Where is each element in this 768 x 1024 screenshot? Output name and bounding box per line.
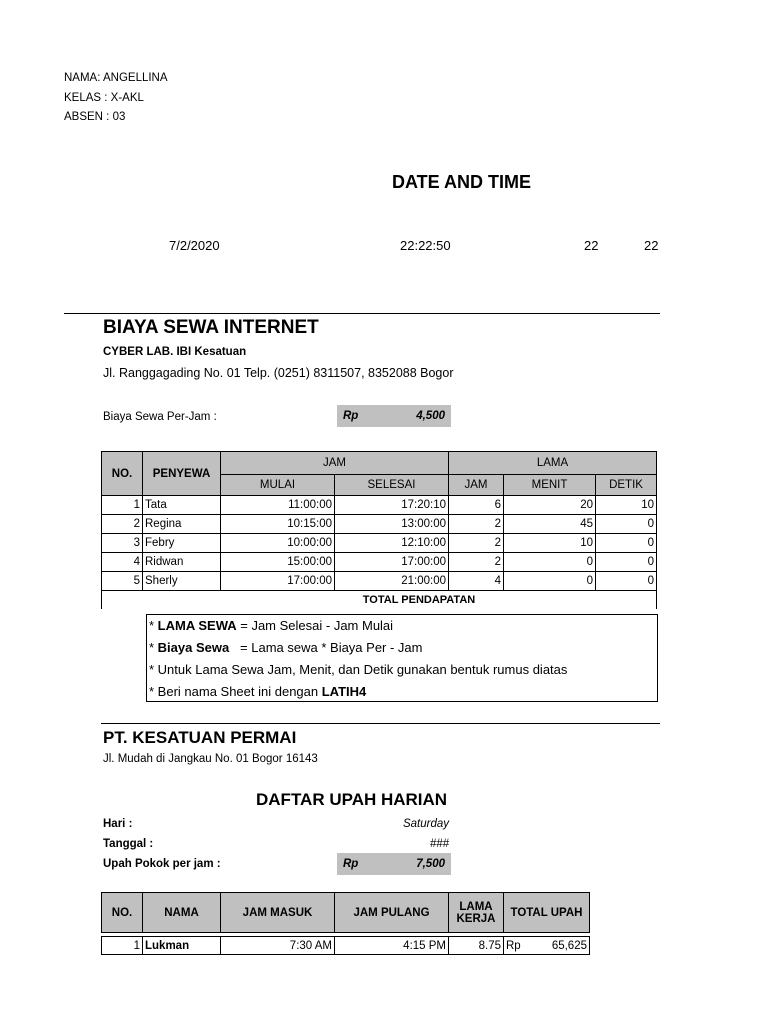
col-lama-group: LAMA (449, 452, 657, 475)
col-menit: MENIT (504, 475, 596, 496)
row-detik: 0 (596, 515, 657, 534)
company-address: Jl. Ranggagading No. 01 Telp. (0251) 8311507, 8352088 Bogor (103, 366, 454, 380)
notes-box (146, 614, 658, 702)
row-selesai: 17:00:00 (335, 553, 449, 572)
table-row (102, 496, 657, 515)
row-mulai: 15:00:00 (221, 553, 335, 572)
row-lama: 8.75 (449, 937, 504, 955)
hari-value: Saturday (402, 818, 449, 830)
table-row (102, 572, 657, 591)
col-nama: NAMA (143, 893, 221, 933)
col-selesai: SELESAI (335, 475, 449, 496)
row-selesai: 13:00:00 (335, 515, 449, 534)
upah-address: Jl. Mudah di Jangkau No. 01 Bogor 16143 (103, 753, 318, 765)
row-menit: 10 (504, 534, 596, 553)
hour-value: 22 (584, 238, 599, 253)
datetime-title: DATE AND TIME (392, 172, 531, 192)
time-value: 22:22:50 (400, 238, 451, 253)
row-no: 2 (102, 515, 143, 534)
row-mulai: 11:00:00 (221, 496, 335, 515)
section-divider (64, 313, 660, 314)
note-2: * Biaya Sewa = Lama sewa * Biaya Per - Jam (149, 640, 423, 655)
row-name: Sherly (143, 572, 221, 591)
upah-company: PT. KESATUAN PERMAI (103, 728, 297, 747)
table-row (102, 515, 657, 534)
row-name: Lukman (143, 937, 221, 955)
hari-label: Hari : (103, 818, 133, 830)
col-total-upah: TOTAL UPAH (504, 893, 590, 933)
row-pulang: 4:15 PM (335, 937, 449, 955)
row-no: 3 (102, 534, 143, 553)
row-jam: 4 (449, 572, 504, 591)
note-4: * Beri nama Sheet ini dengan LATIH4 (149, 684, 367, 699)
row-no: 1 (102, 937, 143, 955)
row-total-value: 65,625 (551, 939, 587, 952)
pokok-currency: Rp (343, 858, 359, 870)
tanggal-label: Tanggal : (103, 838, 154, 850)
row-mulai: 10:15:00 (221, 515, 335, 534)
row-jam: 6 (449, 496, 504, 515)
table-row (102, 937, 590, 955)
note-1: * LAMA SEWA = Jam Selesai - Jam Mulai (149, 618, 394, 633)
rate-currency: Rp (343, 410, 359, 422)
student-absen: ABSEN : 03 (64, 111, 126, 123)
pokok-value: 7,500 (416, 858, 445, 870)
date-value: 7/2/2020 (169, 238, 220, 253)
col-lama-jam: JAM (449, 475, 504, 496)
col-no: NO. (102, 452, 143, 496)
row-detik: 0 (596, 534, 657, 553)
col-jam-group: JAM (221, 452, 449, 475)
row-no: 4 (102, 553, 143, 572)
row-menit: 45 (504, 515, 596, 534)
pokok-label: Upah Pokok per jam : (103, 858, 221, 870)
minute-value: 22 (644, 238, 659, 253)
table-row (102, 553, 657, 572)
col-mulai: MULAI (221, 475, 335, 496)
row-mulai: 17:00:00 (221, 572, 335, 591)
row-no: 1 (102, 496, 143, 515)
row-menit: 20 (504, 496, 596, 515)
upah-title: DAFTAR UPAH HARIAN (256, 790, 448, 809)
internet-title: BIAYA SEWA INTERNET (103, 317, 319, 338)
row-jam: 2 (449, 534, 504, 553)
pokok-cell (337, 853, 451, 875)
rate-cell (337, 405, 451, 427)
row-detik: 10 (596, 496, 657, 515)
rate-value: 4,500 (416, 410, 445, 422)
row-name: Regina (143, 515, 221, 534)
table-row (102, 534, 657, 553)
col-detik: DETIK (596, 475, 657, 496)
wage-table (101, 892, 590, 955)
row-selesai: 17:20:10 (335, 496, 449, 515)
company-name: CYBER LAB. IBI Kesatuan (103, 346, 247, 358)
row-total (504, 937, 590, 955)
row-detik: 0 (596, 553, 657, 572)
col-jam-masuk: JAM MASUK (221, 893, 335, 933)
row-menit: 0 (504, 572, 596, 591)
col-jam-pulang: JAM PULANG (335, 893, 449, 933)
row-detik: 0 (596, 572, 657, 591)
student-name: NAMA: ANGELLINA (64, 72, 168, 84)
row-mulai: 10:00:00 (221, 534, 335, 553)
col-penyewa: PENYEWA (143, 452, 221, 496)
col-no: NO. (102, 893, 143, 933)
rate-label: Biaya Sewa Per-Jam : (103, 411, 217, 423)
rental-table (101, 451, 657, 609)
note-3: * Untuk Lama Sewa Jam, Menit, dan Detik gunakan bentuk rumus diatas (149, 662, 568, 677)
total-pendapatan-label: TOTAL PENDAPATAN (362, 593, 476, 606)
row-name: Tata (143, 496, 221, 515)
row-masuk: 7:30 AM (221, 937, 335, 955)
row-name: Febry (143, 534, 221, 553)
col-lama-kerja: LAMA KERJA (449, 893, 504, 933)
row-no: 5 (102, 572, 143, 591)
row-selesai: 21:00:00 (335, 572, 449, 591)
row-total-currency: Rp (506, 939, 521, 952)
tanggal-value: ### (429, 838, 449, 850)
student-class: KELAS : X-AKL (64, 92, 144, 104)
row-jam: 2 (449, 553, 504, 572)
section-divider-2 (101, 723, 660, 724)
row-menit: 0 (504, 553, 596, 572)
row-jam: 2 (449, 515, 504, 534)
row-selesai: 12:10:00 (335, 534, 449, 553)
row-name: Ridwan (143, 553, 221, 572)
